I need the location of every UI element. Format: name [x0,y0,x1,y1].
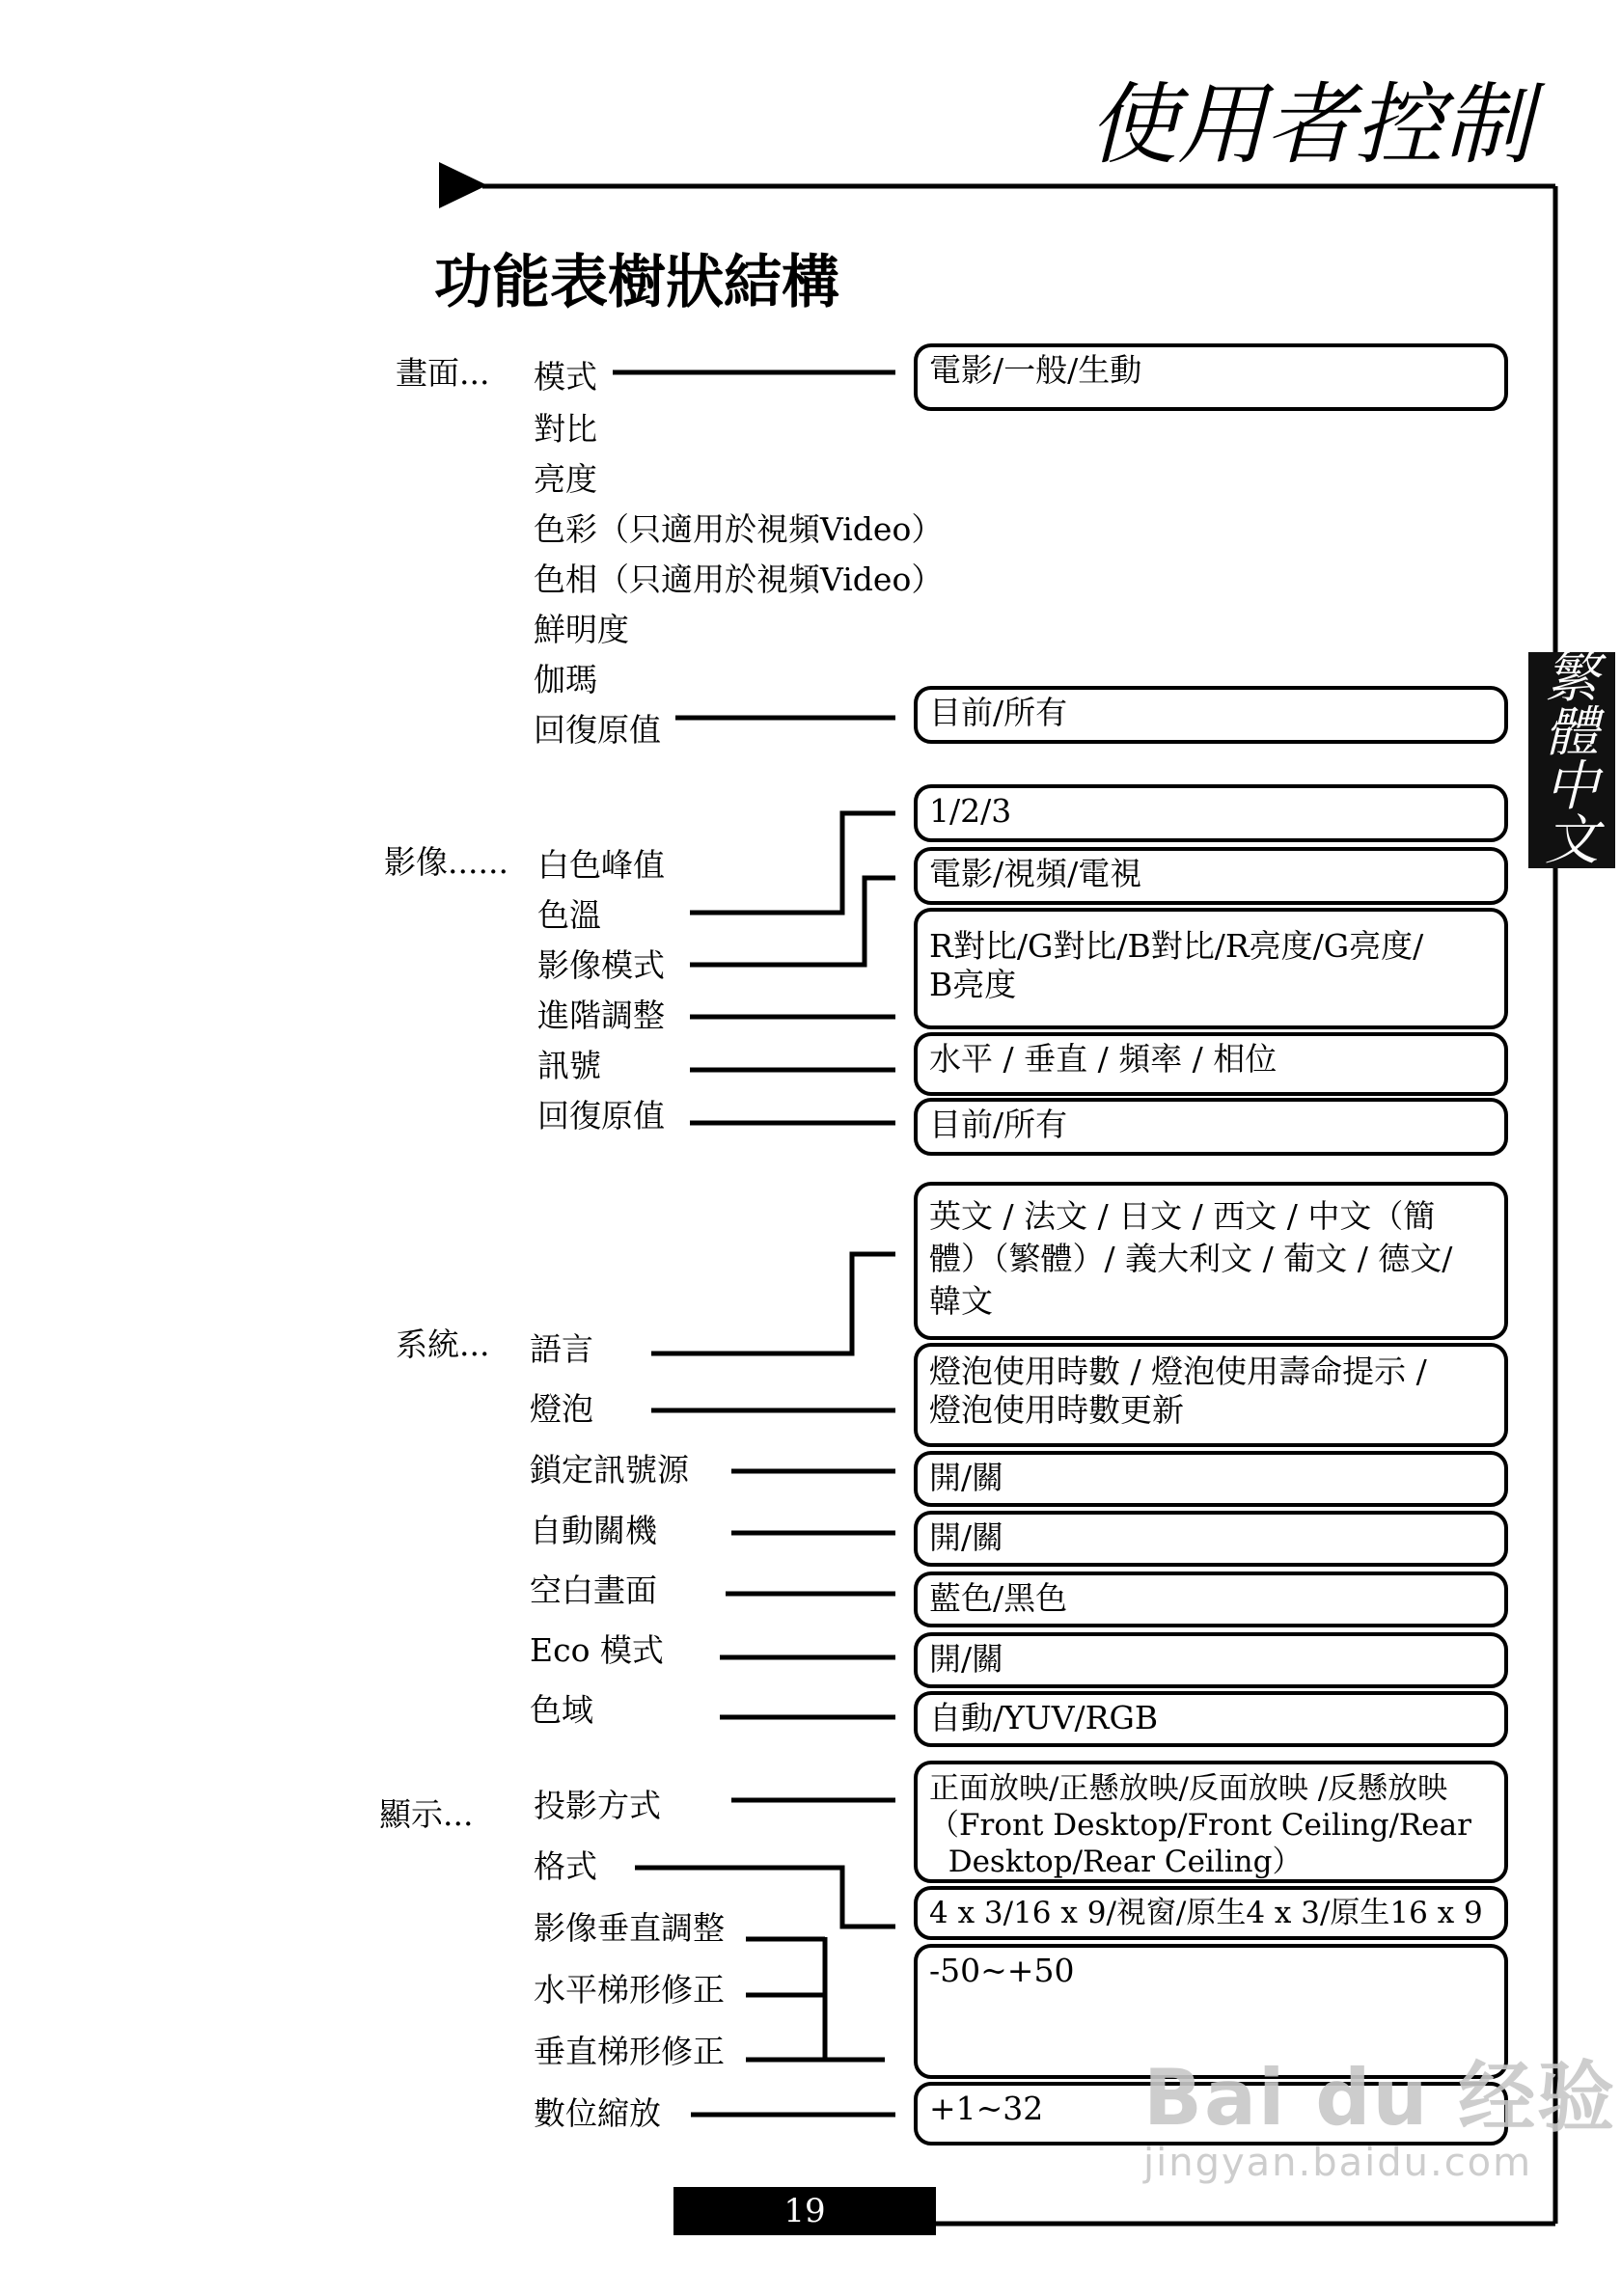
menu-item: 水平梯形修正 [534,1971,725,2009]
connector-language [651,1254,895,1353]
menu-item: 對比 [534,410,597,448]
menu-item: 色溫 [537,896,601,934]
menu-item: 格式 [534,1847,597,1885]
menu-item: 色域 [530,1691,593,1729]
option-text: 電影/視頻/電視 [929,855,1142,892]
option-text: R對比/G對比/B對比/R亮度/G亮度/ [929,927,1424,965]
option-text: 正面放映/正懸放映/反面放映 /反懸放映 [929,1771,1448,1806]
option-text: 體）（繁體）/ 義大利文 / 葡文 / 德文/ [929,1240,1453,1277]
option-box-language [914,1182,1508,1340]
option-text: 開/關 [929,1459,1004,1496]
side-tab-char: 繁 [1545,647,1599,710]
menu-item: 回復原值 [534,711,661,749]
menu-item: 訊號 [537,1047,601,1084]
option-text: 藍色/黑色 [929,1579,1068,1617]
option-text: 目前/所有 [929,1106,1068,1143]
language-side-tab [1528,647,1615,872]
header-arrow-icon [439,162,487,208]
side-tab-char: 文 [1545,809,1599,872]
watermark-logo: Bai du 经验 [1143,2053,1617,2143]
option-text: 水平 / 垂直 / 頻率 / 相位 [929,1040,1278,1078]
option-box-image-reset [914,1098,1508,1156]
option-box-blank [914,1572,1508,1627]
menu-item: 進階調整 [537,997,665,1034]
option-text: 英文 / 法文 / 日文 / 西文 / 中文（簡 [929,1197,1436,1235]
option-text: （Front Desktop/Front Ceiling/Rear [929,1808,1471,1843]
connector-color-temp [690,878,895,965]
option-box-lamp [914,1343,1508,1447]
menu-item: 回復原值 [537,1097,665,1134]
option-text: 電影/一般/生動 [929,351,1142,389]
menu-item: Eco 模式 [530,1631,664,1669]
menu-item: 鮮明度 [534,611,629,648]
menu-item: 空白畫面 [530,1572,657,1609]
menu-item: 語言 [530,1330,593,1368]
section-label-image: 影像...... [384,843,508,881]
option-box-gamut [914,1691,1508,1747]
option-text: 開/關 [929,1640,1004,1678]
menu-item: 影像模式 [537,946,665,984]
option-box-projection [914,1761,1508,1883]
option-text: Desktop/Rear Ceiling） [929,1845,1303,1879]
menu-item: 自動關機 [530,1512,657,1549]
side-tab-char: 體 [1545,701,1599,764]
option-text: 目前/所有 [929,694,1068,731]
menu-item: 鎖定訊號源 [530,1451,689,1489]
menu-item: 色相（只適用於視頻Video） [534,560,944,598]
menu-item: 垂直梯形修正 [534,2033,725,2070]
menu-item: 色彩（只適用於視頻Video） [534,510,944,548]
option-box-color-temp [914,847,1508,905]
option-box-format [914,1886,1508,1940]
option-box-mode [914,343,1508,411]
option-text: 燈泡使用時數 / 燈泡使用壽命提示 / [929,1353,1427,1390]
option-text: -50~+50 [929,1952,1075,1989]
header-title: 使用者控制 [1088,73,1533,177]
menu-item: 模式 [534,358,597,396]
menu-item: 投影方式 [534,1787,661,1824]
option-box-white-peak [914,784,1508,842]
menu-item: 影像垂直調整 [534,1909,725,1947]
option-box-signal [914,1032,1508,1096]
page-title: 功能表樹狀結構 [434,249,839,316]
side-tab-char: 中 [1545,755,1599,818]
option-box-picture-reset [914,686,1508,744]
menu-item: 數位縮放 [534,2094,661,2132]
option-text: 1/2/3 [929,792,1012,830]
option-text: +1~32 [929,2090,1044,2127]
option-text: 燈泡使用時數更新 [929,1391,1184,1429]
option-text: 4 x 3/16 x 9/視窗/原生4 x 3/原生16 x 9 [929,1896,1483,1930]
option-text: 韓文 [929,1282,993,1320]
watermark-url: jingyan.baidu.com [1143,2141,1533,2185]
option-box-advanced [914,908,1508,1029]
section-label-display: 顯示... [379,1795,474,1833]
section-label-picture: 畫面... [396,354,490,392]
menu-item: 亮度 [534,460,597,498]
option-box-auto-off [914,1511,1508,1567]
option-text: 開/關 [929,1518,1004,1556]
menu-item: 燈泡 [530,1390,593,1428]
menu-item: 白色峰值 [537,846,665,884]
menu-item: 伽瑪 [534,661,597,698]
option-text: B亮度 [929,966,1017,1003]
page-number: 19 [673,2187,936,2235]
option-box-eco [914,1632,1508,1688]
option-text: 自動/YUV/RGB [929,1699,1159,1736]
watermark [1143,2055,1616,2184]
section-label-system: 系統... [396,1326,490,1363]
option-box-source-lock [914,1451,1508,1507]
